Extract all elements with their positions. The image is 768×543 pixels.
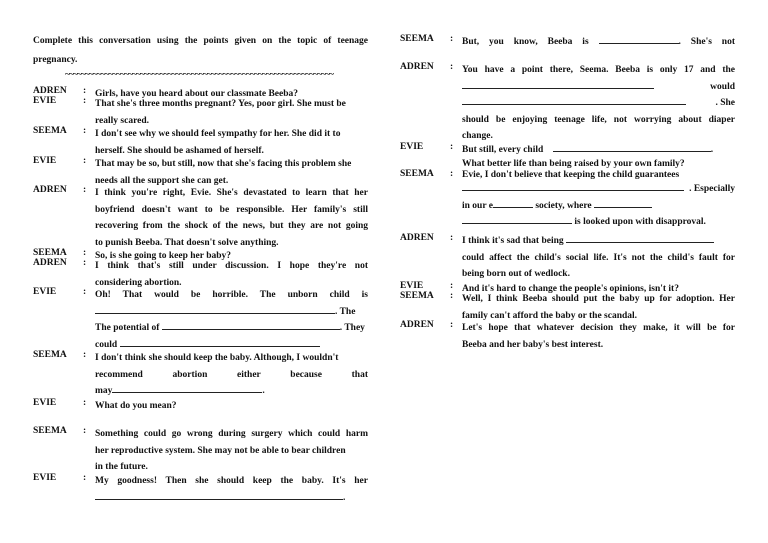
dialogue-line: I think that's still under discussion. I hope they're not [95,261,368,271]
dialogue-text [462,34,735,51]
dialogue-text [462,62,735,145]
dialogue-line [95,304,368,321]
speaker-name: ADREN [33,86,67,96]
colon: : [83,126,87,136]
speaker-name: ADREN [33,258,67,268]
dialogue-line: considering abortion. [95,277,182,288]
dialogue-line [462,142,735,159]
dialogue-line: change. [462,131,493,141]
colon: : [83,350,87,360]
separator-line: ~~~~~~~~~~~~~~~~~~~~~~~~~~~~~~~~~~~~~~~~~~~~~~~~~~~~~~~~~~~~~~~~~~~~ [65,70,333,80]
dialogue-text [95,350,368,400]
colon: : [83,156,87,166]
dialogue-line: I don't see why we should feel sympathy for her. She did it to [95,129,341,139]
speaker-name: EVIE [33,398,57,408]
dialogue-line: I don't think she should keep the baby. Although, I wouldn't [95,353,339,363]
dialogue-line: recommend abortion either because that [95,369,368,380]
dialogue-text [95,96,368,129]
dialogue-line: Girls, have you heard about our classmate Beeba? [95,89,299,99]
dialogue-line: What do you mean? [95,401,177,411]
line-text: could [95,339,118,350]
line-text: . [343,492,346,503]
dialogue-line [462,34,735,51]
dialogue-text [95,185,368,251]
speaker-name: SEEMA [33,350,67,360]
speaker-name: SEEMA [33,126,67,136]
colon: : [450,281,454,291]
dialogue-line: So, is she going to keep her baby? [95,251,232,261]
line-text: is looked upon with disapproval. [574,217,706,227]
speaker-name: EVIE [33,156,57,166]
answer-blank[interactable] [553,142,711,152]
dialogue-line: family can't afford the baby or the scandal. [462,310,638,321]
colon: : [83,86,87,96]
colon: : [450,291,454,301]
dialogue-line: That she's three months pregnant? Yes, poor girl. She must be [95,99,346,109]
dialogue-line [462,79,735,96]
answer-blank[interactable] [120,337,320,347]
dialogue-line [462,95,735,112]
dialogue-text [95,426,368,476]
answer-blank[interactable] [462,79,654,89]
line-text: may [95,386,113,396]
dialogue-line: being born out of wedlock. [462,269,570,279]
dialogue-line [95,490,368,507]
line-text: . The [335,306,356,317]
line-text: . She [715,98,735,108]
dialogue-line: Evie, I don't believe that keeping the child guarantees [462,170,680,180]
speaker-name: SEEMA [400,291,434,301]
dialogue-line: Something could go wrong during surgery which could harm [95,429,368,439]
dialogue-line: That may be so, but still, now that she's facing this problem she [95,159,352,169]
dialogue-text [95,126,368,159]
colon: : [83,258,87,268]
dialogue-text [462,233,735,283]
answer-blank[interactable] [566,233,714,243]
dialogue-line: I think you're right, Evie. She's devastated to learn that her [95,188,368,198]
dialogue-line: Beeba and her baby's best interest. [462,339,604,350]
answer-blank[interactable] [462,214,572,224]
dialogue-text [95,473,368,506]
dialogue-line [462,198,735,215]
speaker-name: EVIE [33,96,57,106]
dialogue-line: may . [95,383,368,400]
dialogue-line: You have a point there, Seema. Beeba is only 17 and the [462,65,735,75]
dialogue-line [462,214,735,231]
dialogue-text [95,398,368,415]
instruction-text: Complete this conversation using the points given on the topic of teenage pregnancy. [33,36,368,65]
dialogue-line: her reproductive system. She may not be able to bear children [95,445,346,456]
line-text: But, you know, Beeba is [462,37,589,47]
speaker-name: EVIE [400,142,424,152]
line-text: But still, every child [462,145,544,155]
line-text: . She's not [678,37,735,47]
dialogue-line: in the future. [95,462,148,472]
line-text: . They [339,323,365,333]
colon: : [83,426,87,436]
dialogue-text [95,287,368,353]
dialogue-text [462,142,735,170]
line-text: in our e [462,200,493,211]
answer-blank[interactable] [162,320,340,330]
dialogue-text [462,320,735,353]
colon: : [450,320,454,330]
dialogue-line: needs all the support she can get. [95,175,229,186]
speaker-name: ADREN [33,185,67,195]
dialogue-line: could affect the child's social life. It's not the child's fault for [462,252,735,263]
dialogue-text [462,169,735,231]
colon: : [450,34,454,44]
colon: : [450,169,454,179]
speaker-name: ADREN [400,320,434,330]
line-text: The potential of [95,323,160,333]
colon: : [83,248,87,258]
colon: : [83,398,87,408]
colon: : [83,185,87,195]
dialogue-line [462,181,735,198]
speaker-name: EVIE [33,287,57,297]
speaker-name: EVIE [33,473,57,483]
dialogue-line: Well, I think Beeba should put the baby up for adoption. Her [462,294,735,304]
dialogue-line: herself. She should be ashamed of herself. [95,145,264,156]
dialogue-line: Oh! That would be horrible. The unborn child is [95,290,368,300]
dialogue-line: And it's hard to change the people's opinions, isn't it? [462,284,679,294]
speaker-name: SEEMA [400,34,434,44]
speaker-name: SEEMA [400,169,434,179]
answer-blank[interactable] [599,34,679,44]
colon: : [450,233,454,243]
colon: : [450,142,454,152]
answer-blank[interactable] [462,95,686,105]
speaker-name: EVIE [400,281,424,291]
colon: : [450,62,454,72]
line-text: society, where [535,200,592,211]
dialogue-line: Let's hope that whatever decision they make, it will be for [462,323,735,333]
line-text: . Especially [689,184,735,194]
answer-blank[interactable] [95,490,343,500]
answer-blank[interactable] [112,383,262,393]
dialogue-line: boyfriend doesn't want to be responsible. Her family's still [95,204,368,215]
answer-blank[interactable] [493,198,533,208]
answer-blank[interactable] [462,181,684,191]
colon: : [83,287,87,297]
dialogue-line: to punish Beeba. That doesn't solve anything. [95,237,279,248]
answer-blank[interactable] [594,198,652,208]
dialogue-line: should be enjoying teenage life, not worrying about diaper [462,114,735,125]
dialogue-line: really scared. [95,115,149,126]
speaker-name: ADREN [400,233,434,243]
colon: : [83,96,87,106]
line-text: I think it's sad that being [462,236,564,246]
dialogue-line: My goodness! Then she should keep the baby. It's her [95,476,368,486]
speaker-name: SEEMA [33,426,67,436]
dialogue-line [462,233,735,250]
dialogue-line: recovering from the shock of the news, but they are not going [95,221,368,231]
speaker-name: SEEMA [33,248,67,258]
line-text: . [710,145,714,155]
colon: : [83,473,87,483]
line-text: would [710,81,735,92]
dialogue-line: What better life than being raised by your own family? [462,158,685,169]
dialogue-line [95,320,368,337]
speaker-name: ADREN [400,62,434,72]
answer-blank[interactable] [95,304,335,314]
